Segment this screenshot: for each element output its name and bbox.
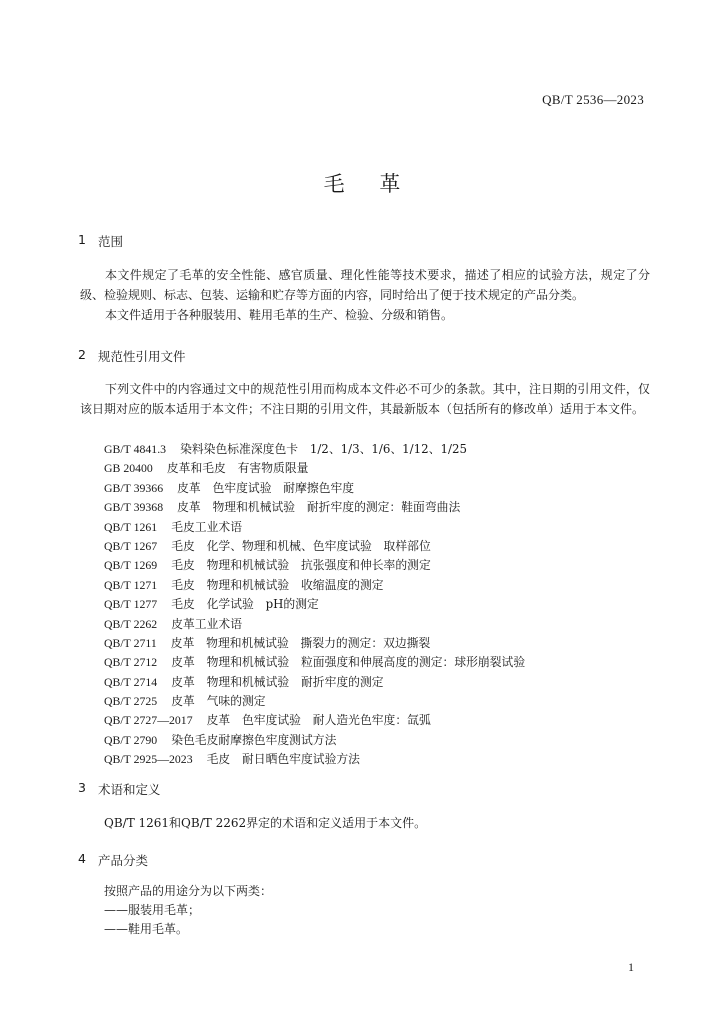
reference-item (104, 556, 525, 575)
reference-title: 皮革工业术语 (171, 616, 242, 631)
section-number: 4 (78, 851, 86, 866)
reference-title: 染色毛皮耐摩擦色牢度测试方法 (171, 732, 337, 747)
reference-code: QB/T 1261 (104, 519, 158, 534)
reference-item (104, 498, 525, 517)
reference-title: 毛皮工业术语 (171, 519, 242, 534)
section-number: 1 (78, 232, 86, 247)
document-title: 毛 革 (323, 172, 415, 196)
reference-item (104, 537, 525, 556)
reference-item (104, 518, 525, 537)
reference-title: 毛皮 物理和机械试验 抗张强度和伸长率的测定 (171, 558, 431, 573)
reference-title: 皮革 物理和机械试验 撕裂力的测定：双边撕裂 (170, 635, 431, 650)
reference-code: QB/T 1271 (104, 577, 158, 592)
section-number: 2 (78, 347, 86, 362)
reference-code: GB/T 39368 (104, 500, 164, 515)
reference-item (104, 576, 525, 595)
reference-item (104, 479, 525, 498)
reference-code: QB/T 2262 (104, 616, 158, 631)
reference-code: GB 20400 (104, 461, 153, 476)
list-intro: 按照产品的用途分为以下两类： (104, 884, 273, 898)
reference-code: QB/T 2711 (104, 635, 157, 650)
section-title: 术语和定义 (97, 782, 161, 797)
section-1-heading (78, 232, 123, 250)
paragraph: 本文件规定了毛革的安全性能、感官质量、理化性能等技术要求，描述了相应的试验方法，规定了分级、检验规则、标志、包装、运输和贮存等方面的内容，同时给出了便于技术规定的产品分类。 (80, 268, 650, 302)
reference-title: 皮革 物理和机械试验 耐折牢度的测定 (171, 674, 384, 689)
reference-code: QB/T 2790 (104, 732, 158, 747)
reference-code: QB/T 2725 (104, 694, 158, 709)
reference-title: 染料染色标准深度色卡 1/2、1/3、1/6、1/12、1/25 (180, 442, 467, 456)
reference-item (104, 653, 525, 672)
reference-item (104, 615, 525, 634)
reference-item (104, 595, 525, 614)
reference-item (104, 673, 525, 692)
reference-code: QB/T 2925—2023 (104, 752, 193, 767)
reference-item (104, 692, 525, 711)
paragraph: 下列文件中的内容通过文中的规范性引用而构成本文件必不可少的条款。其中，注日期的引用文件，仅该日期对应的版本适用于本文件；不注日期的引用文件，其最新版本（包括所有的修改单）适用于本文件。 (80, 382, 650, 416)
reference-title: 皮革 物理和机械试验 耐折牢度的测定：鞋面弯曲法 (177, 500, 461, 515)
section-4-heading (78, 851, 148, 869)
reference-item (104, 440, 525, 459)
reference-code: QB/T 2727—2017 (104, 713, 193, 728)
reference-list (104, 440, 525, 770)
list-item: ——服装用毛革； (104, 903, 201, 917)
reference-item (104, 750, 525, 769)
reference-title: 毛皮 化学、物理和机械、色牢度试验 取样部位 (171, 538, 431, 553)
section-title: 范围 (97, 234, 123, 249)
reference-title: 皮革 气味的测定 (171, 694, 266, 709)
reference-item (104, 634, 525, 653)
reference-title: 皮革 物理和机械试验 粒面强度和伸展高度的测定：球形崩裂试验 (171, 655, 526, 670)
section-number: 3 (78, 780, 86, 795)
reference-title: 皮革 色牢度试验 耐人造光色牢度：氙弧 (206, 713, 431, 728)
reference-code: QB/T 2714 (104, 674, 158, 689)
standard-number: QB/T 2536—2023 (542, 92, 644, 107)
reference-code: GB/T 39366 (104, 480, 164, 495)
reference-code: QB/T 1269 (104, 558, 158, 573)
list-item: ——鞋用毛革。 (104, 922, 189, 936)
reference-title: 毛皮 耐日晒色牢度试验方法 (206, 752, 360, 767)
reference-item (104, 711, 525, 730)
section-2-heading (78, 347, 185, 365)
reference-code: QB/T 2712 (104, 655, 158, 670)
reference-title: 皮革和毛皮 有害物质限量 (166, 461, 309, 476)
reference-code: GB/T 4841.3 (104, 442, 167, 456)
reference-title: 毛皮 化学试验 pH的测定 (171, 597, 319, 612)
reference-title: 毛皮 物理和机械试验 收缩温度的测定 (171, 577, 384, 592)
paragraph: 本文件适用于各种服装用、鞋用毛革的生产、检验、分级和销售。 (105, 308, 454, 322)
paragraph: QB/T 1261和QB/T 2262界定的术语和定义适用于本文件。 (104, 816, 427, 830)
section-title: 产品分类 (97, 853, 148, 868)
reference-title: 皮革 色牢度试验 耐摩擦色牢度 (177, 480, 355, 495)
section-3-heading (78, 780, 160, 798)
page-number: 1 (628, 960, 634, 974)
reference-code: QB/T 1277 (104, 597, 158, 612)
reference-item (104, 731, 525, 750)
reference-code: QB/T 1267 (104, 538, 158, 553)
section-title: 规范性引用文件 (97, 349, 186, 364)
reference-item (104, 459, 525, 478)
